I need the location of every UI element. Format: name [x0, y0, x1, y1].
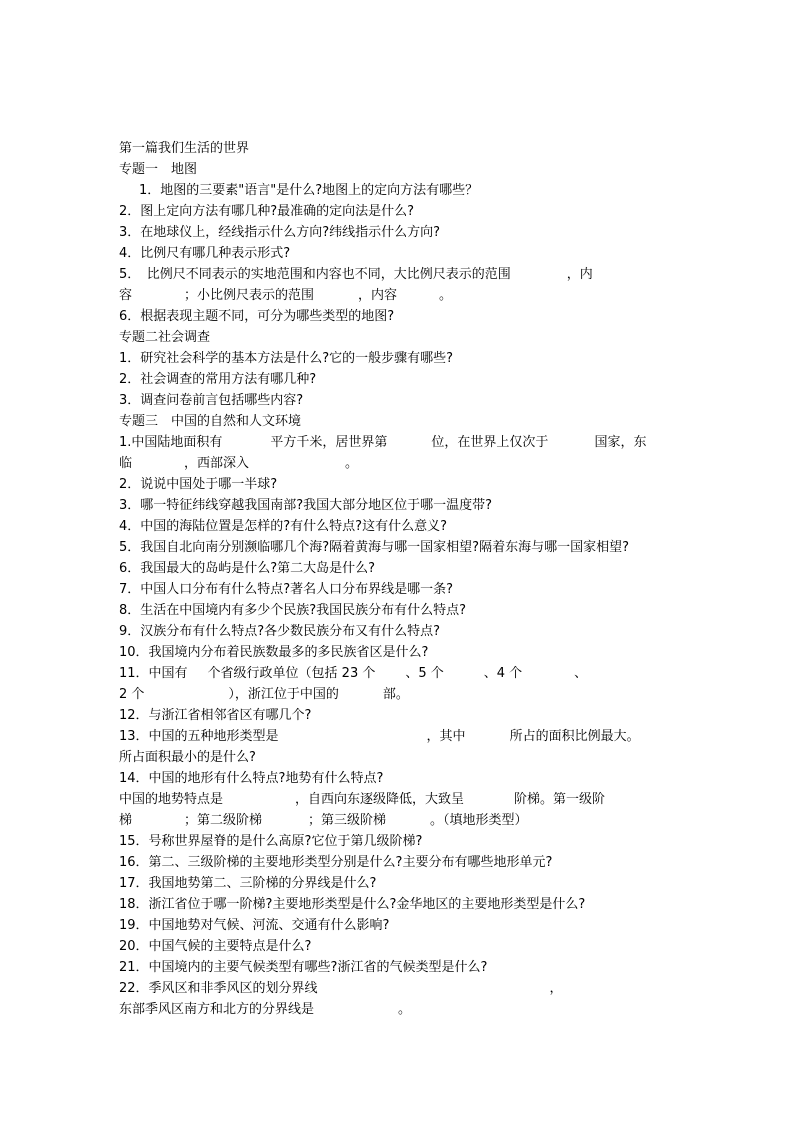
question-text: 。	[345, 456, 359, 471]
question-text: 。	[439, 288, 453, 303]
question: 2．说说中国处于哪一半球?	[119, 477, 278, 492]
question-text: ，	[549, 981, 563, 996]
question-text: ；第三级阶梯	[308, 813, 387, 828]
question: 18．浙江省位于哪一阶梯?主要地形类型是什么?金华地区的主要地形类型是什么?	[119, 897, 586, 912]
question-text: 位，在世界上仅次于	[431, 435, 549, 450]
question-text: ；第二级阶梯	[184, 813, 263, 828]
question	[119, 663, 679, 684]
question-text: 。	[398, 1002, 412, 1017]
question-text: ，自西向东逐级降低，大致呈	[295, 792, 465, 807]
question: 6．我国最大的岛屿是什么?第二大岛是什么?	[119, 561, 376, 576]
question-text: 。（填地形类型）	[430, 813, 528, 828]
question-text: ，西部深入	[184, 456, 250, 471]
question-text: ，其中	[426, 729, 466, 744]
question: 8．生活在中国境内有多少个民族?我国民族分布有什么特点?	[119, 603, 467, 618]
question-text: 个省级行政单位（包括 23 个	[207, 666, 376, 681]
question-text: ，内容	[358, 288, 398, 303]
question-text: 平方千米，居世界第	[270, 435, 388, 450]
question-text: 11．中国有	[119, 666, 188, 681]
question-text: 22．季风区和非季风区的划分界线	[119, 981, 318, 996]
question-text: 部。	[382, 687, 409, 702]
document-title: 第一篇我们生活的世界	[119, 141, 250, 156]
question-text: ；小比例尺表示的范围	[184, 288, 315, 303]
question	[119, 978, 679, 999]
question: 12．与浙江省相邻省区有哪几个?	[119, 708, 312, 723]
question	[119, 726, 679, 747]
question-text: 13．中国的五种地形类型是	[119, 729, 279, 744]
question: 3．在地球仪上，经线指示什么方向?纬线指示什么方向?	[119, 225, 441, 240]
question: 20．中国气候的主要特点是什么?	[119, 939, 312, 954]
question-text: 容	[119, 288, 133, 303]
question: 1．研究社会科学的基本方法是什么?它的一般步骤有哪些?	[119, 351, 454, 366]
question-text: 2 个	[119, 687, 145, 702]
question	[119, 789, 679, 810]
question	[119, 285, 679, 306]
question: 5．我国自北向南分别濒临哪几个海?隔着黄海与哪一国家相望?隔着东海与哪一国家相望?	[119, 540, 629, 555]
question: 15．号称世界屋脊的是什么高原?它位于第几级阶梯?	[119, 834, 423, 849]
question-text: 国家，东	[594, 435, 647, 450]
question: 19．中国地势对气候、河流、交通有什么影响?	[119, 918, 390, 933]
section-heading: 专题三 中国的自然和人文环境	[119, 414, 302, 429]
question: 3．调查问卷前言包括哪些内容?	[119, 393, 304, 408]
question: 7．中国人口分布有什么特点?著名人口分布界线是哪一条?	[119, 582, 454, 597]
question-text: 临	[119, 456, 133, 471]
question	[119, 810, 679, 831]
question-text: 、4 个	[483, 666, 523, 681]
question-text: 中国的地势特点是	[119, 792, 224, 807]
question-text: 5． 比例尺不同表示的实地范围和内容也不同，大比例尺表示的范围	[119, 267, 511, 282]
question-text: ，内	[566, 267, 593, 282]
question-text: 、5 个	[405, 666, 444, 681]
question-text: 阶梯。第一级阶	[514, 792, 606, 807]
question-text: 所占的面积比例最大。	[509, 729, 640, 744]
question-text: 1.中国陆地面积有	[119, 435, 223, 450]
question: 16．第二、三级阶梯的主要地形类型分别是什么?主要分布有哪些地形单元?	[119, 855, 553, 870]
document-page	[119, 138, 679, 1020]
question: 9．汉族分布有什么特点?各少数民族分布又有什么特点?	[119, 624, 441, 639]
question: 17．我国地势第二、三阶梯的分界线是什么?	[119, 876, 377, 891]
question: 所占面积最小的是什么?	[119, 750, 256, 765]
question: 6．根据表现主题不同，可分为哪些类型的地图?	[119, 309, 395, 324]
question-text: ），浙江位于中国的	[228, 687, 339, 702]
question-text: 、	[574, 666, 588, 681]
question	[119, 999, 679, 1020]
question	[119, 453, 679, 474]
question-text: 东部季风区南方和北方的分界线是	[119, 1002, 315, 1017]
question: 21．中国境内的主要气候类型有哪些?浙江省的气候类型是什么?	[119, 960, 488, 975]
question	[119, 432, 679, 453]
question	[119, 264, 679, 285]
question: 4．比例尺有哪几种表示形式?	[119, 246, 291, 261]
section-heading: 专题一 地图	[119, 162, 198, 177]
section-heading: 专题二社会调查	[119, 330, 211, 345]
question: 1．地图的三要素"语言"是什么?地图上的定向方法有哪些？	[139, 183, 479, 198]
question: 14．中国的地形有什么特点?地势有什么特点?	[119, 771, 384, 786]
question: 3．哪一特征纬线穿越我国南部?我国大部分地区位于哪一温度带?	[119, 498, 493, 513]
question: 2．图上定向方法有哪几种?最准确的定向法是什么?	[119, 204, 415, 219]
question: 4．中国的海陆位置是怎样的?有什么特点?这有什么意义?	[119, 519, 447, 534]
question	[119, 684, 679, 705]
question: 2．社会调查的常用方法有哪几种?	[119, 372, 317, 387]
question-text: 梯	[119, 813, 133, 828]
question: 10．我国境内分布着民族数最多的多民族省区是什么?	[119, 645, 429, 660]
